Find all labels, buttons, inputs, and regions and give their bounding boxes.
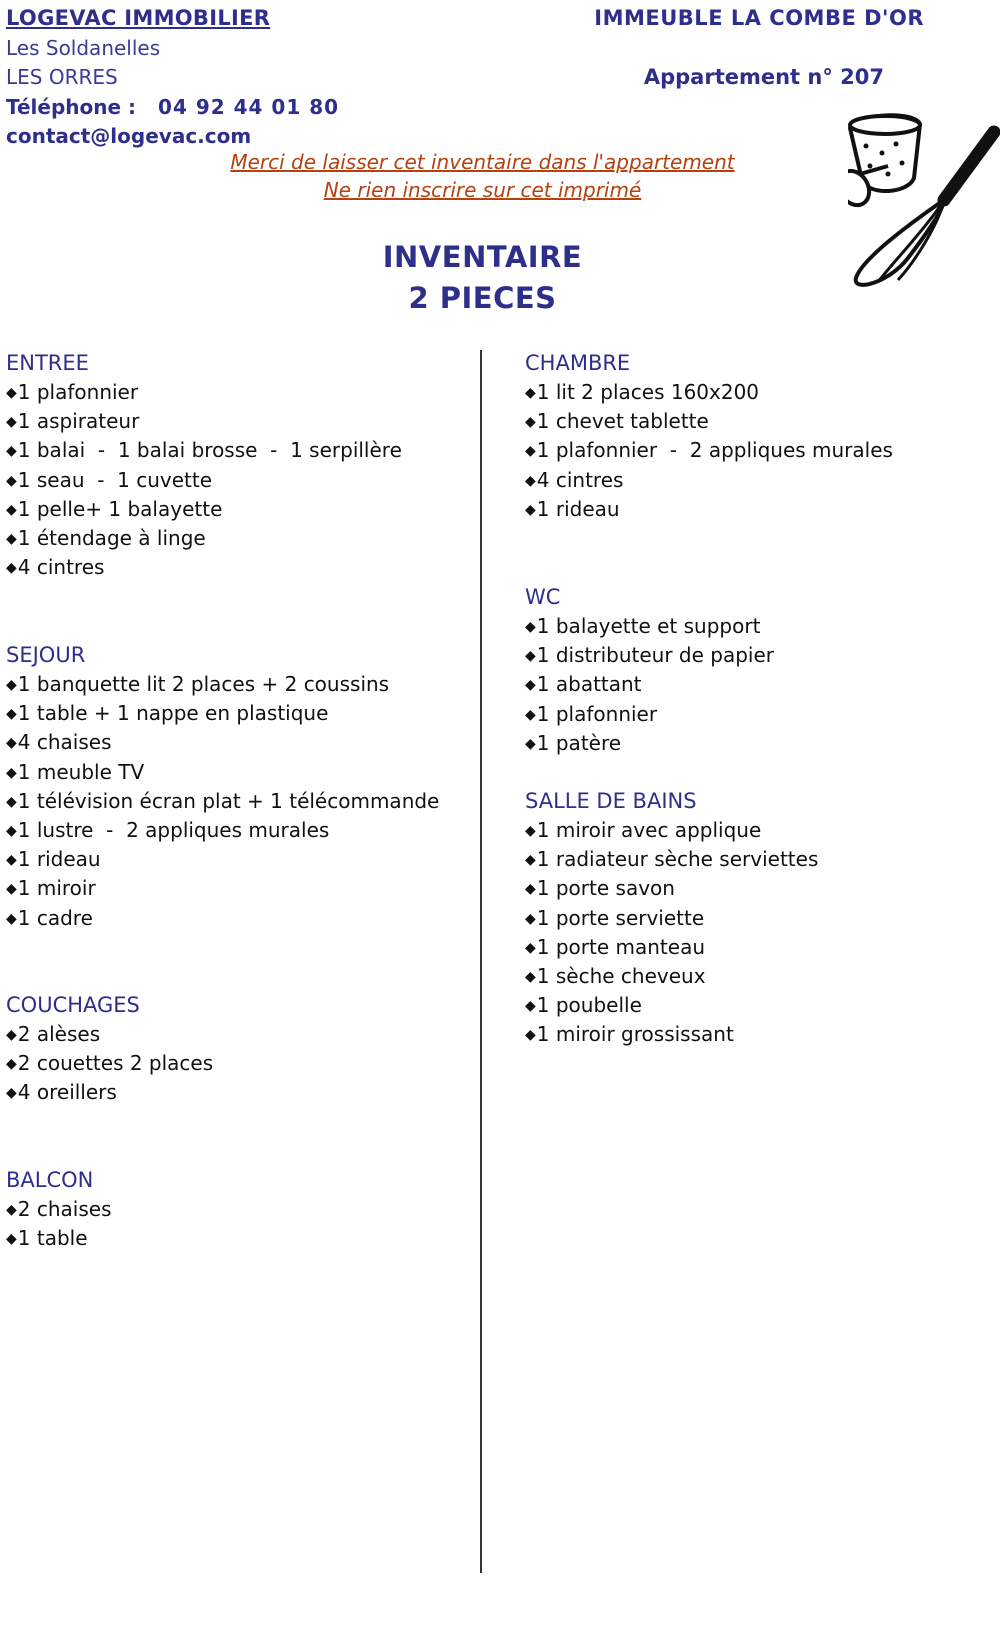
item-text: 1 télévision écran plat + 1 télécommande xyxy=(17,788,440,813)
item-text: 1 rideau xyxy=(17,847,101,872)
bullet-diamond-icon: ◆ xyxy=(6,1231,17,1248)
apartment-number: Appartement n° 207 xyxy=(643,65,884,89)
item-text: 1 plafonnier - 2 appliques murales xyxy=(536,438,893,463)
section-heading: ENTREE xyxy=(6,351,89,375)
inventory-item xyxy=(6,816,439,845)
section-sejour xyxy=(6,641,439,933)
bullet-diamond-icon: ◆ xyxy=(525,735,536,752)
inventory-item xyxy=(6,1195,112,1224)
inventory-item xyxy=(525,991,818,1020)
item-text: 2 alèses xyxy=(17,1022,101,1046)
bullet-diamond-icon: ◆ xyxy=(6,560,17,577)
section-wc xyxy=(525,583,774,758)
item-text: 1 table + 1 nappe en plastique xyxy=(17,701,329,726)
section-heading: SALLE DE BAINS xyxy=(525,789,697,813)
page-title: INVENTAIRE xyxy=(382,240,583,274)
bullet-diamond-icon: ◆ xyxy=(6,443,17,460)
item-text: 1 chevet tablette xyxy=(536,409,709,434)
bullet-diamond-icon: ◆ xyxy=(6,530,17,547)
bullet-diamond-icon: ◆ xyxy=(525,385,536,401)
bullet-diamond-icon: ◆ xyxy=(525,1027,536,1044)
item-text: 1 radiateur sèche serviettes xyxy=(536,847,819,872)
notice-do-not-write: Ne rien inscrire sur cet imprimé xyxy=(323,178,642,202)
bullet-diamond-icon: ◆ xyxy=(525,414,536,431)
section-chambre xyxy=(525,349,893,524)
item-text: 4 cintres xyxy=(17,555,105,580)
item-text: 1 porte serviette xyxy=(536,905,705,930)
bullet-diamond-icon: ◆ xyxy=(6,1056,17,1073)
bullet-diamond-icon: ◆ xyxy=(525,823,536,839)
bullet-diamond-icon: ◆ xyxy=(6,735,17,752)
item-text: 1 plafonnier xyxy=(536,701,658,726)
inventory-item xyxy=(6,699,439,728)
inventory-item xyxy=(525,378,893,407)
section-heading: BALCON xyxy=(6,1168,94,1192)
bullet-diamond-icon: ◆ xyxy=(525,706,536,723)
inventory-item xyxy=(6,466,402,495)
bullet-diamond-icon: ◆ xyxy=(525,852,536,869)
item-text: 1 lit 2 places 160x200 xyxy=(536,380,760,404)
item-text: 4 cintres xyxy=(536,467,624,492)
inventory-item xyxy=(525,1020,818,1049)
bullet-diamond-icon: ◆ xyxy=(6,852,17,869)
item-text: 1 balai - 1 balai brosse - 1 serpillère xyxy=(17,438,402,463)
bullet-diamond-icon: ◆ xyxy=(525,619,536,635)
inventory-item xyxy=(6,904,439,933)
item-text: 1 rideau xyxy=(536,496,620,521)
item-text: 1 balayette et support xyxy=(536,614,761,638)
bullet-diamond-icon: ◆ xyxy=(525,443,536,460)
inventory-item xyxy=(6,874,439,903)
item-text: 2 couettes 2 places xyxy=(17,1051,214,1076)
inventory-item xyxy=(6,495,402,524)
address-line-2: LES ORRES xyxy=(6,65,118,89)
inventory-item xyxy=(6,758,439,787)
inventory-item xyxy=(525,612,774,641)
item-text: 2 chaises xyxy=(17,1197,112,1221)
item-text: 1 pelle+ 1 balayette xyxy=(17,496,223,521)
inventory-item xyxy=(6,1224,112,1253)
inventory-item xyxy=(6,407,402,436)
column-divider xyxy=(480,350,482,1573)
page-subtitle: 2 PIECES xyxy=(408,281,557,315)
item-text: 1 patère xyxy=(536,730,622,755)
bullet-diamond-icon: ◆ xyxy=(525,677,536,694)
bullet-diamond-icon: ◆ xyxy=(6,881,17,898)
inventory-item xyxy=(525,670,774,699)
inventory-item xyxy=(6,1078,213,1107)
item-text: 1 aspirateur xyxy=(17,409,140,434)
item-text: 1 miroir grossissant xyxy=(536,1022,734,1047)
item-text: 1 porte manteau xyxy=(536,934,706,959)
bullet-diamond-icon: ◆ xyxy=(6,501,17,518)
bullet-diamond-icon: ◆ xyxy=(6,822,17,839)
item-text: 1 sèche cheveux xyxy=(536,963,706,988)
bullet-diamond-icon: ◆ xyxy=(525,968,536,985)
bullet-diamond-icon: ◆ xyxy=(6,706,17,723)
inventory-item xyxy=(525,962,818,991)
address-line-1: Les Soldanelles xyxy=(6,36,161,60)
inventory-item xyxy=(6,1049,213,1078)
section-heading: WC xyxy=(525,585,561,609)
item-text: 1 distributeur de papier xyxy=(536,643,775,668)
inventory-item xyxy=(525,641,774,670)
item-text: 1 porte savon xyxy=(536,876,675,901)
inventory-item xyxy=(525,700,774,729)
bullet-diamond-icon: ◆ xyxy=(525,998,536,1015)
bullet-diamond-icon: ◆ xyxy=(6,1202,17,1218)
phone-label: Téléphone : xyxy=(6,95,137,119)
bullet-diamond-icon: ◆ xyxy=(6,472,17,489)
item-text: 1 seau - 1 cuvette xyxy=(17,467,213,492)
item-text: 1 miroir avec applique xyxy=(536,818,762,842)
inventory-item xyxy=(6,524,402,553)
inventory-item xyxy=(525,845,818,874)
email-address: contact@logevac.com xyxy=(6,124,252,148)
bullet-diamond-icon: ◆ xyxy=(6,677,17,693)
item-text: 4 oreillers xyxy=(17,1080,117,1105)
inventory-item xyxy=(6,378,402,407)
item-text: 1 miroir xyxy=(17,876,96,901)
inventory-item xyxy=(525,495,893,524)
bullet-diamond-icon: ◆ xyxy=(6,1085,17,1102)
section-heading: CHAMBRE xyxy=(525,351,631,375)
item-text: 1 abattant xyxy=(536,672,642,697)
inventory-item xyxy=(6,670,439,699)
bullet-diamond-icon: ◆ xyxy=(6,414,17,431)
inventory-item xyxy=(6,436,402,465)
bullet-diamond-icon: ◆ xyxy=(525,648,536,665)
bullet-diamond-icon: ◆ xyxy=(6,1027,17,1043)
item-text: 1 banquette lit 2 places + 2 coussins xyxy=(17,672,390,696)
section-couchages xyxy=(6,991,213,1108)
item-text: 1 meuble TV xyxy=(17,759,145,784)
bullet-diamond-icon: ◆ xyxy=(525,939,536,956)
inventory-item xyxy=(6,728,439,757)
inventory-item xyxy=(525,874,818,903)
phone-number: 04 92 44 01 80 xyxy=(158,95,340,119)
bullet-diamond-icon: ◆ xyxy=(525,881,536,898)
inventory-item xyxy=(525,904,818,933)
inventory-item xyxy=(525,436,893,465)
item-text: 1 cadre xyxy=(17,905,93,930)
building-name: IMMEUBLE LA COMBE D'OR xyxy=(594,6,924,30)
inventory-item xyxy=(6,553,402,582)
section-heading: SEJOUR xyxy=(6,643,86,667)
section-balcon xyxy=(6,1166,112,1253)
item-text: 1 plafonnier xyxy=(17,380,139,404)
inventory-item xyxy=(525,729,774,758)
bullet-diamond-icon: ◆ xyxy=(6,385,17,401)
notice-leave-inventory: Merci de laisser cet inventaire dans l'appartement xyxy=(230,150,735,174)
item-text: 1 étendage à linge xyxy=(17,525,206,550)
bullet-diamond-icon: ◆ xyxy=(525,501,536,518)
bullet-diamond-icon: ◆ xyxy=(525,472,536,489)
section-salle-de-bains xyxy=(525,787,818,1050)
bullet-diamond-icon: ◆ xyxy=(525,910,536,927)
inventory-item xyxy=(6,1020,213,1049)
company-name: LOGEVAC IMMOBILIER xyxy=(6,6,271,30)
inventory-item xyxy=(525,466,893,495)
item-text: 1 lustre - 2 appliques murales xyxy=(17,817,330,842)
phone-row xyxy=(6,95,339,119)
item-text: 1 table xyxy=(17,1226,88,1251)
inventory-item xyxy=(6,787,439,816)
inventory-item xyxy=(525,933,818,962)
bullet-diamond-icon: ◆ xyxy=(6,793,17,810)
inventory-item xyxy=(6,845,439,874)
section-heading: COUCHAGES xyxy=(6,993,140,1017)
inventory-item xyxy=(525,816,818,845)
section-entree xyxy=(6,349,402,582)
inventory-item xyxy=(525,407,893,436)
bullet-diamond-icon: ◆ xyxy=(6,764,17,781)
item-text: 1 poubelle xyxy=(536,993,642,1018)
item-text: 4 chaises xyxy=(17,730,112,755)
bullet-diamond-icon: ◆ xyxy=(6,910,17,927)
